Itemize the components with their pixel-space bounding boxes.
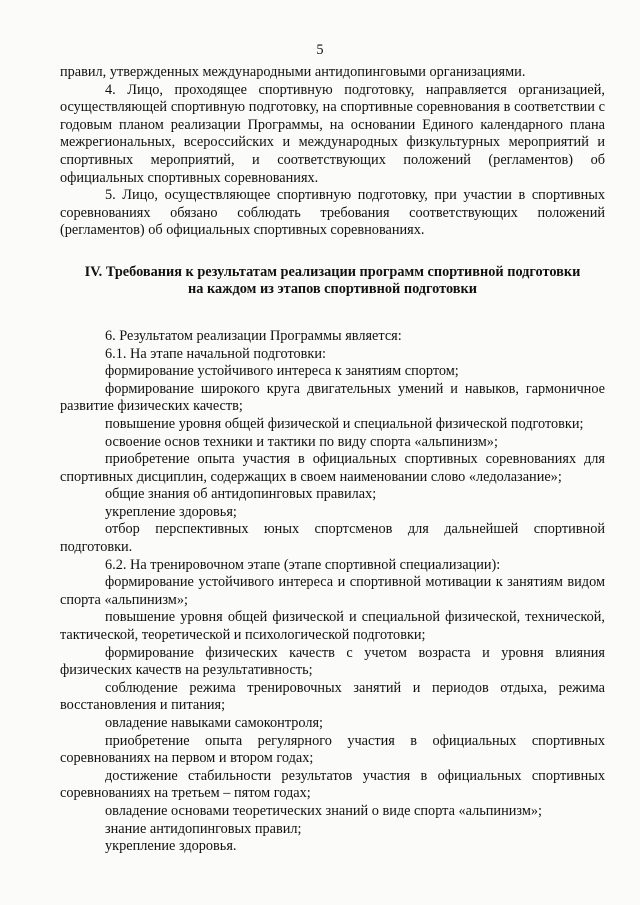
list-item: соблюдение режима тренировочных занятий и периодов отдыха, режима восстановления и питания;	[60, 679, 605, 714]
list-item: формирование широкого круга двигательных умений и навыков, гармоничное развитие физических качеств;	[60, 380, 605, 415]
section-heading-line-1: IV. Требования к результатам реализации программ спортивной подготовки	[84, 263, 581, 280]
list-item: знание антидопинговых правил;	[105, 820, 302, 837]
list-item: укрепление здоровья;	[105, 503, 237, 520]
list-item: формирование устойчивого интереса и спортивной мотивации к занятиям видом спорта «альпинизм»;	[60, 574, 605, 608]
paragraph-4: 4. Лицо, проходящее спортивную подготовку, направляется организацией, осуществляющей спортивную подготовку, на спортивные соревнования в соответствии с годовым планом реализации Программы, на основании Единого календарного плана межрегиональных, всероссийских и международных физкультурных мероприятий и спортивных мероприятий, и соответствующих положений (регламентов) об официальных спортивных соревнованиях.	[60, 81, 605, 186]
section-body	[60, 328, 605, 856]
list-item: овладение основами теоретических знаний о виде спорта «альпинизм»;	[105, 802, 542, 819]
list-item: освоение основ техники и тактики по виду спорта «альпинизм»;	[105, 433, 498, 450]
list-item: формирование физических качеств с учетом возраста и уровня влияния физических качеств на результативность;	[60, 644, 605, 679]
paragraph-continuation: правил, утвержденных международными антидопинговыми организациями.	[60, 64, 526, 80]
list-item: приобретение опыта участия в официальных спортивных соревнованиях для спортивных дисциплин, содержащих в своем наименовании слово «ледолазание»;	[60, 451, 605, 485]
stage-2-title: 6.2. На тренировочном этапе (этапе спортивной специализации):	[105, 556, 501, 573]
stage-2-list	[60, 574, 605, 856]
list-item: укрепление здоровья.	[105, 838, 237, 855]
page-number: 5	[316, 42, 324, 58]
list-item: повышение уровня общей физической и специальной физической подготовки;	[105, 415, 584, 432]
list-item: достижение стабильности результатов участия в официальных спортивных соревнованиях на третьем – пятом годах;	[60, 767, 605, 802]
intro-block	[60, 64, 605, 240]
stage-1-list	[60, 363, 605, 557]
list-item: формирование устойчивого интереса к занятиям спортом;	[105, 363, 459, 380]
stage-1-title: 6.1. На этапе начальной подготовки:	[105, 345, 326, 362]
list-item: общие знания об антидопинговых правилах;	[105, 486, 377, 503]
list-item: повышение уровня общей физической и специальной физической, технической, тактической, теоретической и психологической подготовки;	[60, 609, 605, 644]
paragraph-5: 5. Лицо, осуществляющее спортивную подготовку, при участии в спортивных соревнованиях обязано соблюдать требования соответствующих положений (регламентов) об официальных спортивных соревнованиях.	[60, 187, 605, 239]
paragraph-6: 6. Результатом реализации Программы является:	[105, 327, 402, 344]
section-heading	[60, 264, 605, 298]
list-item: овладение навыками самоконтроля;	[105, 715, 324, 731]
list-item: приобретение опыта регулярного участия в официальных спортивных соревнованиях на первом и втором годах;	[60, 732, 605, 767]
section-heading-line-2: на каждом из этапов спортивной подготовки	[188, 280, 477, 297]
list-item: отбор перспективных юных спортсменов для дальнейшей спортивной подготовки.	[60, 521, 605, 556]
